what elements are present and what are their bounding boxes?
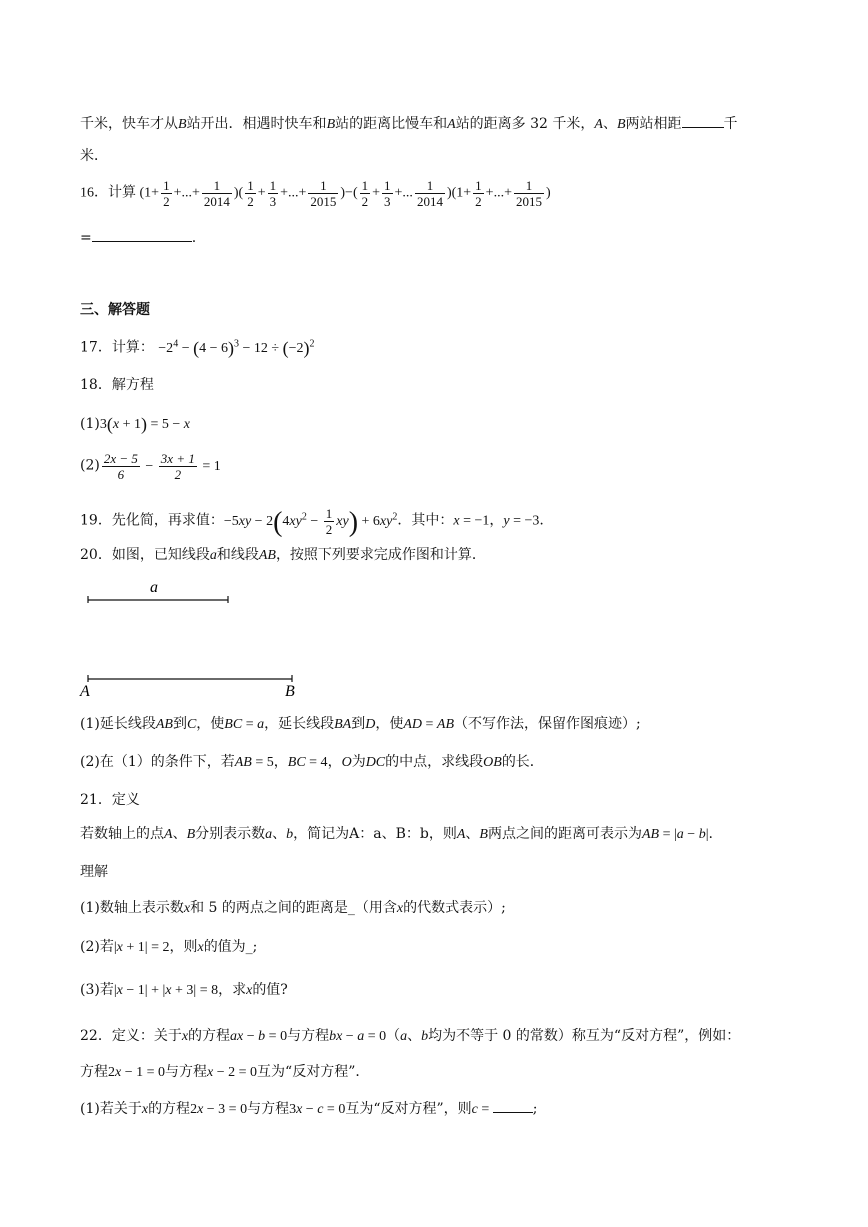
text: (3)若: [80, 982, 114, 998]
text: ;: [532, 1101, 538, 1117]
text: 的代数式表示）;: [403, 900, 506, 916]
text: (1)数轴上表示数: [80, 900, 184, 916]
text: 千: [723, 116, 738, 132]
text: ．其中：: [397, 512, 454, 529]
q17: 17．计算： $-2^4 - (4 - 6)^3 - 12 \div (-2)^2$: [80, 337, 315, 358]
text: 为: [351, 754, 366, 770]
text: ，使: [375, 716, 404, 732]
text: ，: [273, 754, 288, 770]
text: 与方程: [287, 1028, 330, 1044]
q21-part3: (3)若|x − 1| + |x + 3| = 8，求x的值?: [80, 982, 288, 998]
question-number: 19．先化简，再求值：: [80, 512, 224, 529]
text: ，: [327, 754, 342, 770]
var-B: B: [178, 117, 187, 132]
var-A: A: [594, 117, 603, 132]
part-number: (1): [80, 416, 100, 432]
text: 与方程: [247, 1101, 290, 1117]
var-B: B: [616, 117, 626, 132]
text: 站的距离多 32 千米，: [455, 116, 595, 132]
var-B: B: [326, 117, 336, 132]
label-B: B: [285, 683, 295, 700]
q20-part1: (1)延长线段AB到C，使BC = a，延长线段BA到D，使AD = AB（不写作法，保留作图痕迹）;: [80, 716, 641, 732]
q22: 22．定义：关于x的方程ax − b = 0与方程bx − a = 0（a、b均为不等于 0 的常数）称互为“反对方程”，例如：: [80, 1028, 741, 1044]
text: .: [539, 512, 544, 529]
text: （不写作法，保留作图痕迹）;: [454, 716, 641, 732]
text: 的方程: [188, 1028, 231, 1044]
text: 均为不等于 0 的常数）称互为“反对方程”，例如：: [428, 1028, 741, 1044]
text: 的长．: [501, 754, 544, 770]
section-title: 三、解答题: [80, 302, 150, 318]
text: 站的距离比慢车和: [335, 116, 448, 132]
text: ，求: [218, 982, 247, 998]
text: 分别表示数: [195, 826, 266, 842]
text: ，延长线段: [264, 716, 335, 732]
question-number: 16．计算: [80, 185, 136, 201]
text: 、: [465, 826, 480, 842]
text: ，则: [169, 939, 198, 955]
question-number: 22．定义：关于: [80, 1028, 182, 1044]
text: 和线段: [216, 547, 259, 563]
text: 互为“反对方程”．: [257, 1064, 370, 1080]
q21: 21．定义: [80, 792, 140, 808]
q21-understand: 理解: [80, 864, 108, 880]
q21-definition: 若数轴上的点A、B分别表示数a、b，简记为A：a、B：b，则A、B两点之间的距离可表示为AB = |a − b|.: [80, 826, 713, 842]
label-A: A: [80, 683, 90, 700]
text: (2)在（1）的条件下，若: [80, 754, 235, 770]
q22-line2: 方程2x − 1 = 0与方程x − 2 = 0互为“反对方程”．: [80, 1064, 370, 1080]
text: 的中点，求线段: [385, 754, 484, 770]
text: 站开出．相遇时快车和: [186, 116, 327, 132]
q21-part1: (1)数轴上表示数x和 5 的两点之间的距离是_（用含x的代数式表示）;: [80, 900, 506, 916]
text: 和 5 的两点之间的距离是_（用含: [190, 900, 397, 916]
text: 的值为_;: [203, 939, 258, 955]
text: ，简记为: [293, 826, 350, 842]
q19: 19．先化简，再求值：$-5xy - 2(4xy^2$ − $\frac{1}{2}$ $xy) + 6xy^2$．其中：x = −1，y = −3.: [80, 506, 544, 538]
text: 的值?: [252, 982, 288, 998]
text: 互为“反对方程”，则: [345, 1101, 472, 1117]
text: 若数轴上的点: [80, 826, 164, 842]
text: ，使: [196, 716, 225, 732]
text: 方程: [80, 1064, 108, 1080]
equals: =: [80, 230, 92, 246]
q18: 18．解方程: [80, 377, 154, 393]
text: 、: [272, 826, 287, 842]
question-number: 17．计算：: [80, 339, 154, 356]
text: 与方程: [165, 1064, 208, 1080]
text: 两点之间的距离可表示为: [487, 826, 642, 842]
text: 的方程: [148, 1101, 191, 1117]
text: （: [386, 1028, 401, 1044]
text: 、: [407, 1028, 422, 1044]
text: 到: [351, 716, 366, 732]
text: 到: [172, 716, 187, 732]
text: A：a、B：b，则: [349, 826, 457, 842]
text: 、: [602, 116, 617, 132]
text: ，: [489, 512, 504, 529]
var-A: A: [447, 117, 456, 132]
part-number: (2): [80, 457, 100, 474]
q18-part2: (2) $\frac{2x - 5}{6}$ − $\frac{3x + 1}{2}$ = 1: [80, 451, 221, 482]
text: (2)若: [80, 939, 114, 955]
text: 千米，快车才从: [80, 116, 178, 132]
q21-part2: (2)若|x + 1| = 2，则x的值为_;: [80, 939, 258, 955]
text: 两站相距: [625, 116, 682, 132]
text: ，按照下列要求完成作图和计算．: [275, 547, 486, 563]
answer-blank[interactable]: [493, 1098, 533, 1113]
q22-part1: (1)若关于x的方程2x − 3 = 0与方程3x − c = 0互为“反对方程”，则c = ;: [80, 1098, 538, 1120]
text: 、: [172, 826, 187, 842]
q18-part1: (1)3(x + 1) = 5 − x: [80, 414, 190, 434]
q20: 20．如图，已知线段a和线段AB，按照下列要求完成作图和计算．: [80, 547, 486, 563]
q16-expression: 16．计算 (1+ $\frac{1}{2}$ +...+ $\frac{1}{2014}$ )( $\frac{1}{2}$ + $\frac{1}{3}$ +...+ $\frac{1}{2015}$ )−( $\frac{1}{2}$ + $\frac{1}{3}$ +... $\frac{1}{2014}$ )(1+ $\frac{1}{2}$ +...+ $\frac{1}{2015}$ ): [80, 178, 551, 209]
q20-part2: (2)在（1）的条件下，若AB = 5，BC = 4，O为DC的中点，求线段OB的长．: [80, 754, 544, 770]
question-number: 20．如图，已知线段: [80, 547, 210, 563]
text: .: [191, 230, 197, 246]
text: 米．: [80, 148, 108, 164]
text: (1)延长线段: [80, 716, 156, 732]
label-a: a: [150, 579, 158, 596]
text: (1)若关于: [80, 1101, 142, 1117]
